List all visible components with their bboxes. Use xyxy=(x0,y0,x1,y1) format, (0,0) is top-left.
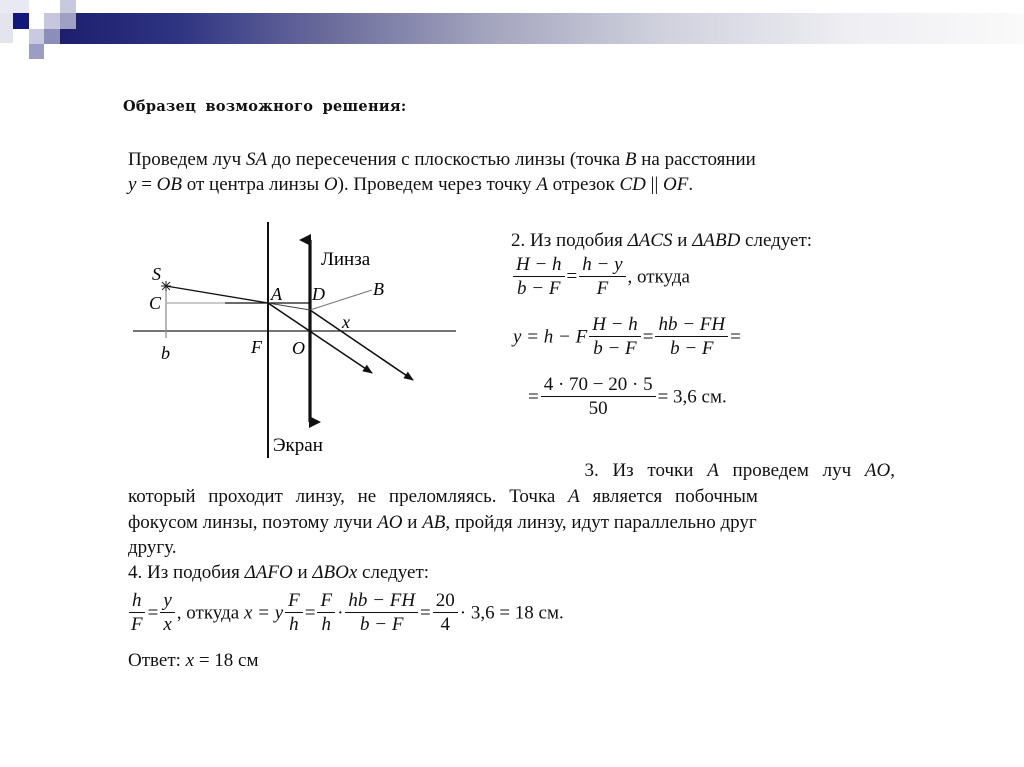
numerator: h xyxy=(129,590,145,613)
text: 3. Из точки xyxy=(584,460,708,481)
math-var: O xyxy=(323,174,338,195)
math-var: A xyxy=(707,460,719,481)
dot: · xyxy=(337,602,344,624)
math-var: ΔABD xyxy=(692,230,741,251)
ray-AO xyxy=(268,303,372,373)
text: следует: xyxy=(740,230,813,251)
fraction xyxy=(513,254,565,301)
ray-SA xyxy=(166,286,268,303)
text: который проходит линзу, не преломляясь. Точка xyxy=(128,486,569,507)
denominator: b − F xyxy=(517,278,561,299)
step2-eq1 xyxy=(511,254,690,301)
step4-eq xyxy=(126,590,564,637)
text: 4. Из подобия xyxy=(128,562,245,583)
text: = xyxy=(136,174,157,195)
equals: = xyxy=(528,386,539,408)
text: является побочным xyxy=(579,486,758,507)
text: проведем луч xyxy=(718,460,865,481)
equals: = xyxy=(147,602,159,624)
result: · 3,6 = 18 см. xyxy=(459,602,564,624)
numerator: H − h xyxy=(589,314,641,337)
text: , xyxy=(890,460,895,481)
answer-label: Ответ: xyxy=(128,650,186,671)
math-var: OB xyxy=(156,174,182,195)
denominator: F xyxy=(131,614,143,635)
equals: = xyxy=(730,326,741,348)
denominator: x xyxy=(163,614,172,635)
text: следует: xyxy=(357,562,430,583)
answer-value: = 18 см xyxy=(194,650,259,671)
text: Проведем луч xyxy=(128,149,246,170)
fraction xyxy=(579,254,625,301)
text: . xyxy=(688,174,694,195)
fraction xyxy=(160,590,174,637)
numerator: 4 · 70 − 20 · 5 xyxy=(541,374,656,397)
fraction xyxy=(589,314,641,361)
denominator: F xyxy=(596,278,609,299)
numerator: hb − FH xyxy=(655,314,728,337)
fraction xyxy=(541,374,656,421)
solution-heading: Образец возможного решения: xyxy=(123,98,407,115)
math-var: x xyxy=(185,650,195,671)
denominator: b − F xyxy=(593,338,637,359)
numerator: H − h xyxy=(513,254,565,277)
denominator: b − F xyxy=(670,338,714,359)
step3-line-4: другу. xyxy=(128,537,177,558)
text: от центра линзы xyxy=(181,174,324,195)
text: фокусом линзы, поэтому лучи xyxy=(128,512,378,533)
step3-line-2 xyxy=(128,484,758,510)
text: , откуда xyxy=(627,266,690,288)
result: = 3,6 см. xyxy=(657,386,727,408)
equals: = xyxy=(642,326,654,348)
label-A: A xyxy=(271,284,282,304)
text: до пересечения с плоскостью линзы (точка xyxy=(267,149,625,170)
label-D: D xyxy=(312,284,325,304)
denominator: h xyxy=(321,614,331,635)
math-var: A xyxy=(536,174,548,195)
equals: = xyxy=(304,602,316,624)
math-var: y xyxy=(128,174,137,195)
equals: = xyxy=(566,265,578,287)
math-var: ΔAFO xyxy=(244,562,293,583)
equals: = xyxy=(420,602,431,624)
numerator: hb − FH xyxy=(345,590,418,613)
math-var: SA xyxy=(245,149,268,170)
fraction xyxy=(345,590,418,637)
denominator: 50 xyxy=(588,398,608,419)
numerator: h − y xyxy=(579,254,625,277)
label-S: S xyxy=(152,264,161,284)
math-expr: x = y xyxy=(243,602,284,624)
text: и xyxy=(292,562,313,583)
math-expr: y = h − F xyxy=(513,326,588,348)
label-x: x xyxy=(342,312,350,332)
step3-line-3 xyxy=(128,510,757,536)
numerator: 20 xyxy=(433,590,458,613)
numerator: F xyxy=(285,590,303,613)
math-var: AO xyxy=(377,512,403,533)
optics-diagram xyxy=(0,0,480,470)
label-B: B xyxy=(373,279,384,299)
math-var: B xyxy=(624,149,637,170)
text: || xyxy=(645,174,664,195)
math-var: ΔACS xyxy=(627,230,673,251)
label-lens: Линза xyxy=(321,249,371,270)
fraction xyxy=(433,590,458,637)
denominator: 4 xyxy=(440,614,451,635)
step2-title xyxy=(511,228,812,254)
label-O: O xyxy=(292,338,305,358)
math-var: CD xyxy=(619,174,646,195)
step2-eq3 xyxy=(528,374,727,421)
label-b: b xyxy=(161,343,170,363)
math-var: OF xyxy=(663,174,689,195)
fraction xyxy=(128,590,146,637)
numerator: y xyxy=(160,590,174,613)
math-var: AB xyxy=(422,512,446,533)
text: , откуда xyxy=(176,602,244,624)
fraction xyxy=(655,314,728,361)
answer xyxy=(128,648,259,674)
numerator: F xyxy=(317,590,335,613)
label-F: F xyxy=(251,337,262,357)
label-C: C xyxy=(149,293,162,313)
text: и xyxy=(672,230,693,251)
denominator: b − F xyxy=(360,614,404,635)
text: отрезок xyxy=(547,174,620,195)
text: ). Проведем через точку xyxy=(337,174,537,195)
step3-line-1 xyxy=(511,458,895,484)
text: , пройдя линзу, идут параллельно друг xyxy=(445,512,757,533)
fraction xyxy=(285,590,303,637)
step4-title xyxy=(128,560,429,586)
math-var: A xyxy=(568,486,580,507)
text: на расстоянии xyxy=(636,149,756,170)
step2-eq2 xyxy=(513,314,741,361)
denominator: h xyxy=(289,614,299,635)
text: и xyxy=(402,512,423,533)
fraction xyxy=(317,590,335,637)
math-var: ΔBOx xyxy=(312,562,358,583)
ray-refracted xyxy=(310,310,413,380)
math-var: AO xyxy=(864,460,891,481)
label-screen: Экран xyxy=(273,435,323,456)
text: 2. Из подобия xyxy=(511,230,628,251)
